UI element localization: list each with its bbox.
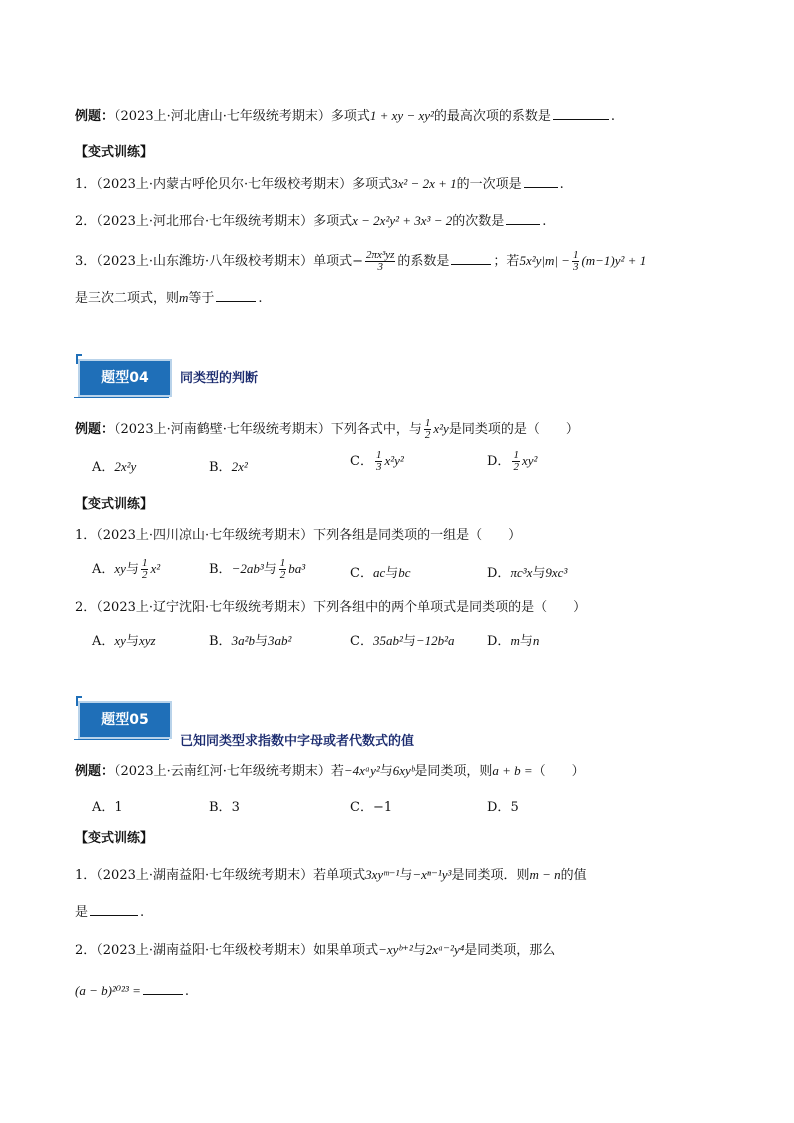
section-title: 已知同类型求指数中字母或者代数式的值: [180, 734, 415, 749]
option-term: 3ab²: [267, 633, 292, 648]
option-text: 2x²y: [114, 459, 137, 474]
question-1-1: [75, 175, 564, 194]
option-letter: D．: [487, 454, 511, 469]
option-c[interactable]: [350, 564, 411, 583]
fraction-denominator: 2: [424, 429, 431, 441]
option-a[interactable]: [92, 458, 136, 477]
math-expression: m − n: [529, 867, 561, 882]
fraction: [141, 558, 149, 581]
question-source: （2023上·内蒙古呼伦贝尔·七年级校考期末）多项式: [96, 177, 392, 192]
question-source: （2023上·河北邢台·七年级统考期末）多项式: [96, 214, 353, 229]
section-badge: 题型04: [80, 361, 170, 395]
practice-label: 【变式训练】: [75, 831, 154, 846]
question-5-1: [75, 866, 587, 885]
practice-label: 【变式训练】: [75, 497, 154, 512]
option-letter: A．: [92, 460, 115, 475]
math-expression: 5x²y|m| −: [519, 253, 570, 268]
option-letter: A．: [92, 562, 115, 577]
option-c[interactable]: [350, 450, 404, 473]
option-letter: C．: [350, 454, 373, 469]
math-expression: x − 2x²y² + 3x³ − 2: [352, 213, 453, 228]
period: .: [542, 214, 547, 229]
example-1: [75, 107, 615, 126]
example-5: [75, 762, 585, 781]
option-a[interactable]: [92, 799, 123, 817]
option-text: −1: [372, 800, 393, 815]
answer-blank[interactable]: [90, 903, 138, 916]
math-expression: −xyᵇ⁺²: [378, 942, 413, 957]
fraction: [424, 418, 432, 441]
option-letter: B．: [209, 634, 232, 649]
fraction-denominator: 2: [279, 569, 286, 581]
math-expression: −4xᵃy²: [343, 763, 380, 778]
math-expression: 6xyᵇ: [392, 763, 415, 778]
fraction: [365, 250, 395, 273]
question-text: 是同类项的是（ ）: [448, 422, 579, 437]
question-source: （2023上·云南红河·七年级统考期末）若: [114, 764, 344, 779]
option-letter: B．: [209, 800, 232, 815]
option-b[interactable]: [209, 558, 305, 581]
math-expression: −xⁿ⁻¹y³: [412, 867, 452, 882]
question-number: 1．: [75, 528, 97, 543]
question-4-2: [75, 599, 586, 617]
answer-blank[interactable]: [506, 212, 540, 225]
option-letter: C．: [350, 800, 373, 815]
option-b[interactable]: [209, 632, 291, 651]
option-letter: B．: [209, 460, 232, 475]
math-expression: x²y: [433, 421, 449, 436]
period: .: [559, 177, 564, 192]
option-b[interactable]: [209, 458, 248, 477]
period: .: [258, 291, 263, 306]
option-text: 1: [114, 800, 123, 815]
option-term: 35ab²: [372, 633, 403, 648]
fraction-denominator: 3: [377, 261, 383, 273]
question-number: 1．: [75, 868, 97, 883]
option-c[interactable]: [350, 632, 455, 651]
option-conjunction: 与: [519, 634, 533, 649]
period: .: [184, 984, 189, 999]
option-term: bc: [398, 565, 411, 580]
math-expression: 1 + xy − xy²: [369, 108, 434, 123]
question-text: 的最高次项的系数是: [433, 109, 551, 124]
question-source: （2023上·四川凉山·七年级统考期末）下列各组是同类项的一组是（ ）: [96, 528, 522, 543]
option-conjunction: 与: [263, 562, 277, 577]
question-1-3-line-2: [75, 289, 263, 308]
section-badge: 题型05: [80, 703, 170, 737]
option-term: πc³x: [510, 565, 533, 580]
option-conjunction: 与: [125, 634, 139, 649]
option-term: −2ab³: [231, 561, 264, 576]
variable: m: [179, 290, 189, 305]
question-text: 与: [412, 943, 426, 958]
practice-label: 【变式训练】: [75, 145, 154, 160]
option-text: xy²: [521, 453, 538, 468]
option-term: xy: [114, 561, 126, 576]
answer-paren: （ ）: [532, 764, 585, 779]
answer-blank[interactable]: [451, 252, 491, 265]
option-a[interactable]: [92, 558, 160, 581]
option-conjunction: 与: [385, 566, 399, 581]
question-source: （2023上·湖南益阳·七年级统考期末）若单项式: [96, 868, 366, 883]
example-4: [75, 418, 579, 441]
option-term: −12b²a: [415, 633, 455, 648]
fraction-numerator: 1: [279, 557, 286, 569]
option-d[interactable]: [487, 632, 539, 651]
question-source: （2023上·河北唐山·七年级统考期末）多项式: [114, 109, 370, 124]
question-text: 的次数是: [452, 214, 505, 229]
section-underline: [74, 739, 169, 740]
question-number: 2．: [75, 600, 97, 615]
math-expression: (m−1)y² + 1: [581, 253, 647, 268]
answer-blank[interactable]: [553, 107, 609, 120]
question-text: 的值: [560, 868, 587, 883]
option-letter: C．: [350, 634, 373, 649]
minus-sign: −: [352, 254, 364, 269]
option-term: 9xc³: [545, 565, 568, 580]
fraction-numerator: 1: [375, 449, 382, 461]
question-text: 的一次项是: [456, 177, 522, 192]
math-expression: 3x² − 2x + 1: [391, 176, 457, 191]
option-letter: D．: [487, 566, 511, 581]
question-number: 2．: [75, 214, 97, 229]
question-1-3: [75, 250, 646, 273]
example-label: 例题：: [75, 109, 115, 124]
option-b[interactable]: [209, 799, 240, 817]
question-number: 3．: [75, 254, 97, 269]
fraction: [279, 558, 287, 581]
fraction-denominator: 3: [572, 261, 579, 273]
question-text: 是同类项，那么: [464, 943, 556, 958]
option-d[interactable]: [487, 564, 567, 583]
fraction: [512, 450, 520, 473]
answer-blank[interactable]: [524, 175, 558, 188]
option-term: 3a²b: [231, 633, 255, 648]
option-letter: B．: [209, 562, 232, 577]
fraction-numerator: 2πx³yz: [366, 249, 395, 261]
question-text: ；若: [493, 254, 520, 269]
question-text: 是: [75, 905, 89, 920]
question-text: 是三次二项式，则: [75, 291, 180, 306]
section-title: 同类型的判断: [180, 371, 259, 386]
option-letter: A．: [92, 634, 115, 649]
option-a[interactable]: [92, 632, 156, 651]
option-term: x²: [150, 561, 161, 576]
question-text: 的系数是: [397, 254, 450, 269]
answer-blank[interactable]: [216, 289, 256, 302]
question-source: （2023上·山东潍坊·八年级校考期末）单项式: [96, 254, 353, 269]
option-letter: A．: [92, 800, 115, 815]
example-label: 例题：: [75, 422, 115, 437]
math-expression: (a − b)²⁰²³ =: [75, 983, 141, 998]
option-text: 3: [231, 800, 240, 815]
question-source: （2023上·河南鹤壁·七年级统考期末）下列各式中，与: [114, 422, 422, 437]
option-letter: D．: [487, 634, 511, 649]
option-term: ba³: [288, 561, 306, 576]
fraction-denominator: 2: [141, 569, 148, 581]
option-conjunction: 与: [254, 634, 268, 649]
fraction-numerator: 1: [141, 557, 148, 569]
fraction-numerator: 1: [513, 449, 519, 461]
question-5-2: [75, 941, 555, 960]
option-d[interactable]: [487, 450, 537, 473]
question-text: 等于: [188, 291, 215, 306]
option-conjunction: 与: [402, 634, 416, 649]
option-term: xyz: [138, 633, 156, 648]
fraction: [572, 250, 580, 273]
option-text: 5: [510, 800, 519, 815]
option-conjunction: 与: [532, 566, 546, 581]
question-number: 1．: [75, 177, 97, 192]
question-text: 与: [379, 764, 393, 779]
question-text: 与: [399, 868, 413, 883]
question-source: （2023上·辽宁沈阳·七年级统考期末）下列各组中的两个单项式是同类项的是（ ）: [96, 600, 587, 615]
question-1-2: [75, 212, 546, 231]
option-conjunction: 与: [125, 562, 139, 577]
math-expression: 2xᵃ⁻²y⁴: [425, 942, 465, 957]
answer-blank[interactable]: [143, 982, 183, 995]
question-source: （2023上·湖南益阳·七年级校考期末）如果单项式: [96, 943, 379, 958]
option-letter: D．: [487, 800, 511, 815]
fraction: [375, 450, 383, 473]
option-term: ac: [372, 565, 386, 580]
fraction-numerator: 1: [572, 249, 579, 261]
option-text: x²y²: [384, 453, 404, 468]
example-label: 例题：: [75, 764, 115, 779]
fraction-numerator: 1: [424, 417, 431, 429]
period: .: [610, 109, 616, 124]
question-5-1-line-2: [75, 903, 144, 922]
math-expression: 3xyᵐ⁻¹: [365, 867, 400, 882]
fraction-denominator: 3: [375, 461, 382, 473]
question-text: 是同类项，则: [414, 764, 493, 779]
question-4-1: [75, 527, 521, 545]
option-d[interactable]: [487, 799, 519, 817]
option-term: m: [510, 633, 520, 648]
period: .: [140, 905, 145, 920]
option-text: 2x²: [231, 459, 248, 474]
question-text: 是同类项．则: [451, 868, 530, 883]
option-c[interactable]: [350, 799, 392, 817]
fraction-denominator: 2: [513, 461, 519, 473]
option-term: n: [532, 633, 540, 648]
question-number: 2．: [75, 943, 97, 958]
question-5-2-line-2: [75, 982, 189, 1001]
option-term: xy: [114, 633, 126, 648]
math-expression: a + b =: [492, 763, 533, 778]
section-underline: [74, 397, 169, 398]
option-letter: C．: [350, 566, 373, 581]
